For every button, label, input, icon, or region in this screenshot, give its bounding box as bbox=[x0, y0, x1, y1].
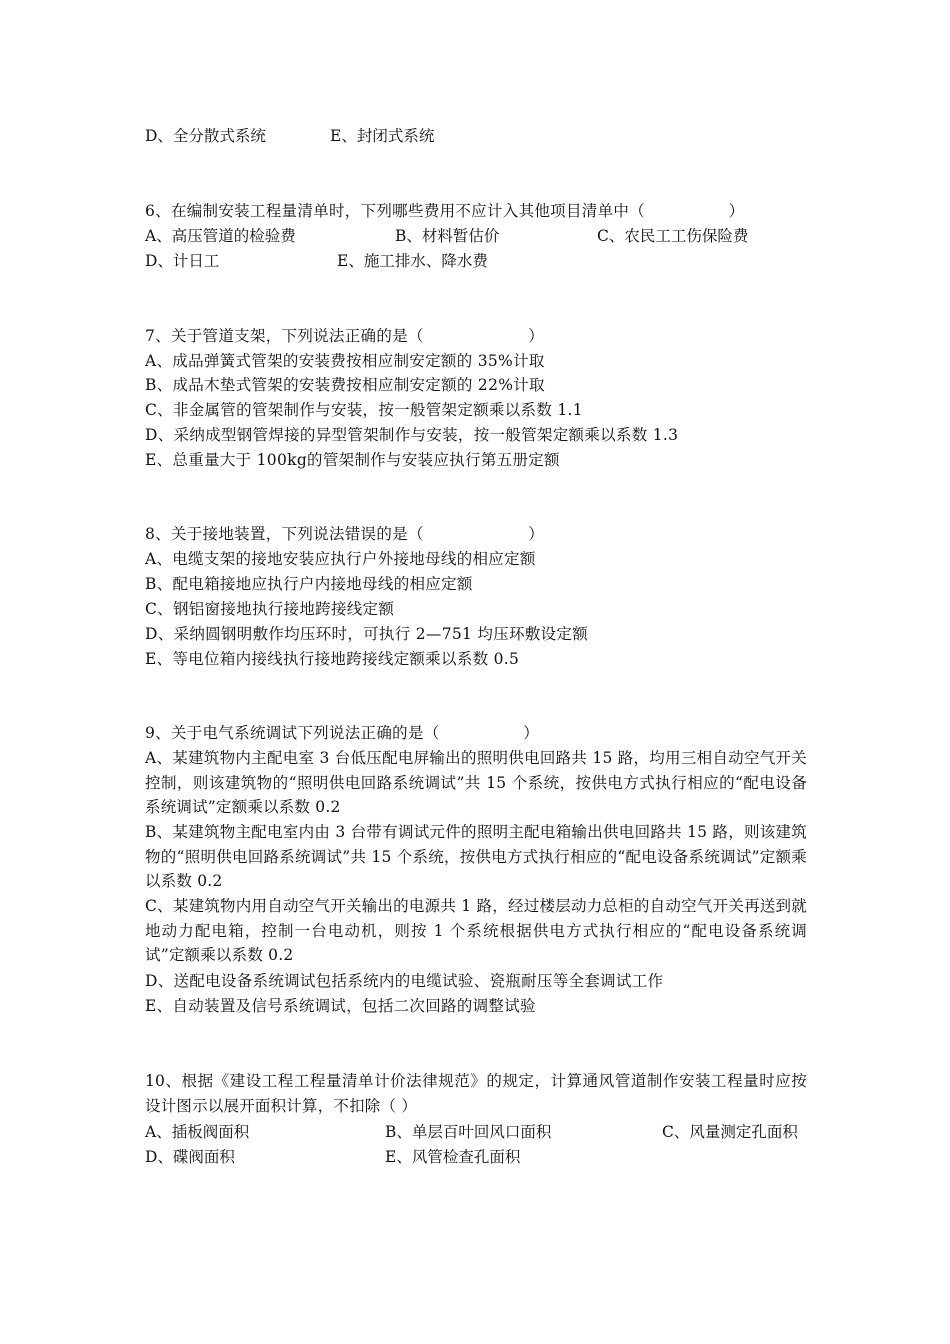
q7-stem: 7、关于管道支架，下列说法正确的是（ ） bbox=[145, 327, 545, 345]
q6-stem: 6、在编制安装工程量清单时，下列哪些费用不应计入其他项目清单中（ ） bbox=[145, 202, 745, 220]
q7-option-d: D、采纳成型钢管焊接的异型管架制作与安装，按一般管架定额乘以系数 1.3 bbox=[145, 426, 679, 444]
q9-option-a: A、某建筑物内主配电室 3 台低压配电屏输出的照明供电回路共 15 路，均用三相自动空气开关控制，则该建筑物的“照明供电回路系统调试”共 15 个系统，按供电方式执行相应的“配电设备系统调试”定额乘以系数 0.2 bbox=[145, 749, 807, 817]
option-row bbox=[145, 1120, 825, 1144]
q6-option-a: A、高压管道的检验费 bbox=[145, 227, 296, 245]
q6-option-b: B、材料暂估价 bbox=[395, 227, 500, 245]
q9-option-b: B、某建筑物主配电室内由 3 台带有调试元件的照明主配电箱输出供电回路共 15 路，则该建筑物的“照明供电回路系统调试”共 15 个系统，按供电方式执行相应的“配电设备系统调试”定额乘以系数 0.2 bbox=[145, 823, 807, 891]
q9-option-e: E、自动装置及信号系统调试，包括二次回路的调整试验 bbox=[145, 997, 536, 1015]
option-row bbox=[145, 1145, 825, 1169]
q8-option-b: B、配电箱接地应执行户内接地母线的相应定额 bbox=[145, 575, 473, 593]
q6-option-e: E、施工排水、降水费 bbox=[337, 252, 488, 270]
q5-option-d: D、全分散式系统 bbox=[145, 127, 266, 145]
q10-option-c: C、风量测定孔面积 bbox=[662, 1123, 798, 1141]
q8-option-c: C、钢铝窗接地执行接地跨接线定额 bbox=[145, 600, 395, 618]
q7-option-e: E、总重量大于 100kg的管架制作与安装应执行第五册定额 bbox=[145, 451, 560, 469]
q10-option-e: E、风管检查孔面积 bbox=[385, 1148, 521, 1166]
option-row bbox=[145, 224, 825, 248]
q10-option-a: A、插板阀面积 bbox=[145, 1123, 250, 1141]
q7-option-b: B、成品木垫式管架的安装费按相应制安定额的 22%计取 bbox=[145, 376, 545, 394]
q9-stem: 9、关于电气系统调试下列说法正确的是（ ） bbox=[145, 724, 539, 742]
q9-option-c: C、某建筑物内用自动空气开关输出的电源共 1 路，经过楼层动力总柜的自动空气开关再送到就地动力配电箱，控制一台电动机，则按 1 个系统根据供电方式执行相应的“配电设备系统调试”定额乘以系数 0.2 bbox=[145, 897, 807, 965]
q8-option-e: E、等电位箱内接线执行接地跨接线定额乘以系数 0.5 bbox=[145, 650, 520, 668]
q7-option-c: C、非金属管的管架制作与安装，按一般管架定额乘以系数 1.1 bbox=[145, 401, 583, 419]
q8-option-d: D、采纳圆钢明敷作均压环时，可执行 2—751 均压环敷设定额 bbox=[145, 625, 589, 643]
q10-option-b: B、单层百叶回风口面积 bbox=[385, 1123, 552, 1141]
q8-option-a: A、电缆支架的接地安装应执行户外接地母线的相应定额 bbox=[145, 550, 536, 568]
option-row bbox=[145, 124, 825, 148]
q8-stem: 8、关于接地装置，下列说法错误的是（ ） bbox=[145, 525, 545, 543]
q10-option-d: D、碟阀面积 bbox=[145, 1148, 235, 1166]
q6-option-d: D、计日工 bbox=[145, 252, 220, 270]
q7-option-a: A、成品弹簧式管架的安装费按相应制安定额的 35%计取 bbox=[145, 352, 545, 370]
option-row bbox=[145, 249, 825, 273]
q6-option-c: C、农民工工伤保险费 bbox=[597, 227, 749, 245]
q5-option-e: E、封闭式系统 bbox=[330, 127, 435, 145]
q10-stem: 10、根据《建设工程工程量清单计价法律规范》的规定，计算通风管道制作安装工程量时应按设计图示以展开面积计算，不扣除（ ） bbox=[145, 1072, 807, 1115]
q9-option-d: D、送配电设备系统调试包括系统内的电缆试验、瓷瓶耐压等全套调试工作 bbox=[145, 972, 664, 990]
